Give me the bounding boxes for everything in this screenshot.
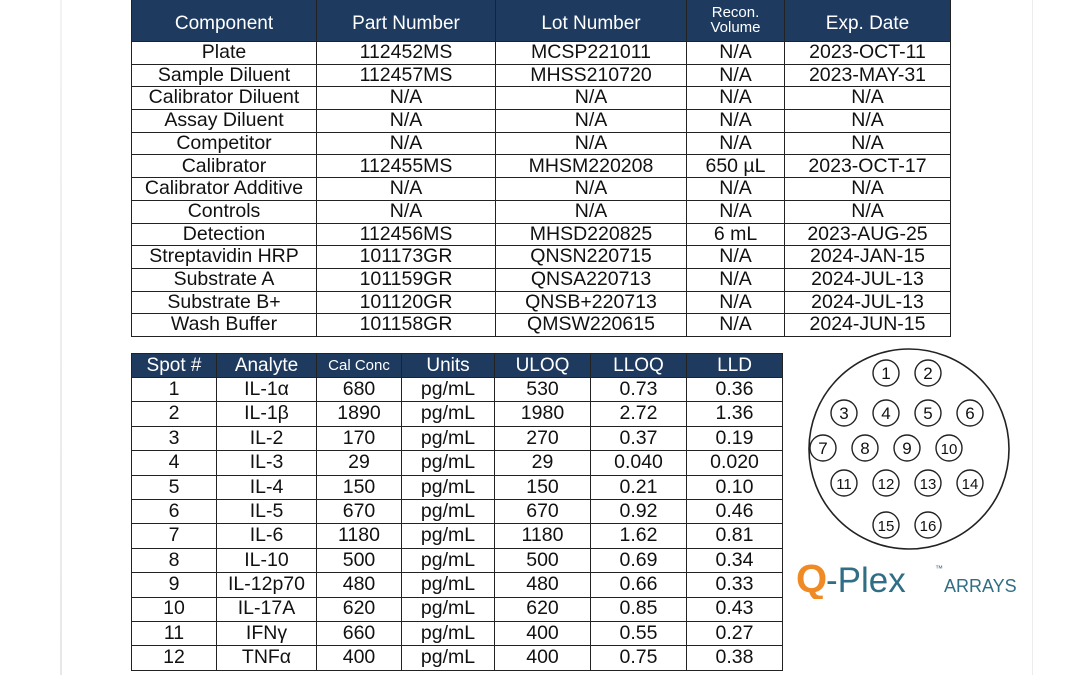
cell-spot: 9 xyxy=(132,573,217,597)
header-spot: Spot # xyxy=(132,354,217,378)
cell-part-number: N/A xyxy=(317,200,496,223)
table-row xyxy=(132,621,783,645)
cell-cal-conc: 620 xyxy=(317,597,402,621)
analyte-table-body xyxy=(132,378,783,671)
spot-label: 16 xyxy=(919,518,937,535)
cell-recon-volume: N/A xyxy=(687,178,785,201)
cell-component: Sample Diluent xyxy=(132,64,317,87)
cell-uloq: 270 xyxy=(495,426,591,450)
header-exp-date: Exp. Date xyxy=(785,0,951,42)
cell-lot-number: N/A xyxy=(496,132,687,155)
qplex-arrays-logo xyxy=(796,557,1026,599)
cell-lld: 0.46 xyxy=(687,499,783,523)
spot-label: 10 xyxy=(940,441,958,458)
table-row xyxy=(132,597,783,621)
cell-uloq: 1980 xyxy=(495,402,591,426)
spot-label: 8 xyxy=(860,439,870,458)
cell-lloq: 0.55 xyxy=(591,621,687,645)
spot-13 xyxy=(915,470,941,496)
cell-cal-conc: 400 xyxy=(317,646,402,670)
spot-label: 12 xyxy=(877,476,895,493)
cell-uloq: 670 xyxy=(495,499,591,523)
cell-units: pg/mL xyxy=(402,451,495,475)
cell-lloq: 0.92 xyxy=(591,499,687,523)
cell-part-number: 101120GR xyxy=(317,291,496,314)
cell-part-number: 112456MS xyxy=(317,223,496,246)
cell-recon-volume: N/A xyxy=(687,246,785,269)
table-row xyxy=(132,314,951,337)
page-edge-line xyxy=(1032,0,1033,675)
spot-label: 9 xyxy=(902,439,912,458)
cell-lld: 0.19 xyxy=(687,426,783,450)
cell-uloq: 400 xyxy=(495,621,591,645)
cell-lot-number: N/A xyxy=(496,87,687,110)
cell-analyte: IL-10 xyxy=(217,548,317,572)
table-row xyxy=(132,499,783,523)
cell-units: pg/mL xyxy=(402,426,495,450)
cell-spot: 10 xyxy=(132,597,217,621)
cell-component: Detection xyxy=(132,223,317,246)
table-row xyxy=(132,426,783,450)
cell-cal-conc: 680 xyxy=(317,378,402,402)
cell-lld: 0.38 xyxy=(687,646,783,670)
cell-cal-conc: 29 xyxy=(317,451,402,475)
cell-lld: 0.33 xyxy=(687,573,783,597)
cell-spot: 8 xyxy=(132,548,217,572)
spot-3 xyxy=(831,400,857,426)
cell-lot-number: N/A xyxy=(496,200,687,223)
cell-exp-date: 2023-AUG-25 xyxy=(785,223,951,246)
cell-part-number: 112455MS xyxy=(317,155,496,178)
cell-component: Plate xyxy=(132,42,317,65)
cell-analyte: IL-1β xyxy=(217,402,317,426)
cell-lloq: 0.21 xyxy=(591,475,687,499)
cell-exp-date: N/A xyxy=(785,132,951,155)
spot-11 xyxy=(831,470,857,496)
cell-lld: 0.81 xyxy=(687,524,783,548)
cell-exp-date: 2024-JUL-13 xyxy=(785,291,951,314)
table-row xyxy=(132,291,951,314)
cell-cal-conc: 480 xyxy=(317,573,402,597)
cell-lloq: 2.72 xyxy=(591,402,687,426)
spot-10 xyxy=(936,435,962,461)
cell-uloq: 400 xyxy=(495,646,591,670)
spot-label: 4 xyxy=(881,404,891,423)
logo-arrays: ARRAYS xyxy=(944,576,1017,596)
spot-4 xyxy=(873,400,899,426)
cell-component: Substrate A xyxy=(132,268,317,291)
spot-label: 1 xyxy=(881,364,891,383)
spot-label: 11 xyxy=(836,476,852,493)
cell-exp-date: 2023-OCT-17 xyxy=(785,155,951,178)
cell-analyte: IL-1α xyxy=(217,378,317,402)
cell-lloq: 0.73 xyxy=(591,378,687,402)
spot-7 xyxy=(810,435,836,461)
cell-lld: 1.36 xyxy=(687,402,783,426)
analyte-table xyxy=(131,353,783,671)
cell-units: pg/mL xyxy=(402,573,495,597)
spot-15 xyxy=(873,512,899,538)
cell-lloq: 0.040 xyxy=(591,451,687,475)
table-row xyxy=(132,548,783,572)
cell-recon-volume: 650 µL xyxy=(687,155,785,178)
cell-lot-number: MHSS210720 xyxy=(496,64,687,87)
cell-part-number: 101159GR xyxy=(317,268,496,291)
header-units: Units xyxy=(402,354,495,378)
spot-5 xyxy=(915,400,941,426)
cell-uloq: 1180 xyxy=(495,524,591,548)
spot-label: 2 xyxy=(923,364,933,383)
cell-exp-date: 2024-JUL-13 xyxy=(785,268,951,291)
cell-component: Assay Diluent xyxy=(132,110,317,133)
header-lot-number: Lot Number xyxy=(496,0,687,42)
spot-2 xyxy=(915,360,941,386)
cell-exp-date: 2024-JAN-15 xyxy=(785,246,951,269)
cell-part-number: N/A xyxy=(317,110,496,133)
cell-component: Streptavidin HRP xyxy=(132,246,317,269)
cell-lld: 0.34 xyxy=(687,548,783,572)
cell-uloq: 150 xyxy=(495,475,591,499)
cell-lld: 0.10 xyxy=(687,475,783,499)
components-table-header xyxy=(132,0,951,42)
cell-exp-date: N/A xyxy=(785,110,951,133)
header-uloq: ULOQ xyxy=(495,354,591,378)
cell-cal-conc: 1890 xyxy=(317,402,402,426)
cell-cal-conc: 1180 xyxy=(317,524,402,548)
header-cal-conc: Cal Conc xyxy=(317,354,402,378)
cell-analyte: IL-2 xyxy=(217,426,317,450)
cell-analyte: IL-17A xyxy=(217,597,317,621)
cell-cal-conc: 500 xyxy=(317,548,402,572)
table-row xyxy=(132,132,951,155)
cell-lloq: 0.66 xyxy=(591,573,687,597)
cell-spot: 3 xyxy=(132,426,217,450)
cell-spot: 7 xyxy=(132,524,217,548)
spot-9 xyxy=(894,435,920,461)
cell-component: Wash Buffer xyxy=(132,314,317,337)
cell-component: Calibrator Diluent xyxy=(132,87,317,110)
table-row xyxy=(132,178,951,201)
header-lloq: LLOQ xyxy=(591,354,687,378)
cell-recon-volume: N/A xyxy=(687,110,785,133)
cell-uloq: 29 xyxy=(495,451,591,475)
cell-spot: 5 xyxy=(132,475,217,499)
cell-recon-volume: N/A xyxy=(687,42,785,65)
table-row xyxy=(132,223,951,246)
page-edge-shadow xyxy=(60,0,62,675)
cell-part-number: N/A xyxy=(317,132,496,155)
cell-analyte: IL-3 xyxy=(217,451,317,475)
cell-units: pg/mL xyxy=(402,378,495,402)
cell-exp-date: 2023-MAY-31 xyxy=(785,64,951,87)
cell-recon-volume: N/A xyxy=(687,314,785,337)
header-analyte: Analyte xyxy=(217,354,317,378)
analyte-table-header xyxy=(132,354,783,378)
cell-part-number: 101173GR xyxy=(317,246,496,269)
cell-lot-number: QNSB+220713 xyxy=(496,291,687,314)
table-row xyxy=(132,524,783,548)
cell-part-number: N/A xyxy=(317,178,496,201)
cell-component: Substrate B+ xyxy=(132,291,317,314)
spot-map-diagram xyxy=(800,346,1018,556)
cell-component: Calibrator xyxy=(132,155,317,178)
cell-lloq: 0.69 xyxy=(591,548,687,572)
cell-units: pg/mL xyxy=(402,646,495,670)
table-row xyxy=(132,268,951,291)
cell-spot: 11 xyxy=(132,621,217,645)
cell-lot-number: N/A xyxy=(496,110,687,133)
cell-analyte: IL-4 xyxy=(217,475,317,499)
spot-1 xyxy=(873,360,899,386)
cell-analyte: TNFα xyxy=(217,646,317,670)
spot-label: 7 xyxy=(818,439,828,458)
cell-lot-number: MCSP221011 xyxy=(496,42,687,65)
spot-14 xyxy=(957,470,983,496)
cell-recon-volume: N/A xyxy=(687,64,785,87)
spot-16 xyxy=(915,512,941,538)
logo-q: Q xyxy=(796,557,828,599)
cell-recon-volume: N/A xyxy=(687,200,785,223)
cell-units: pg/mL xyxy=(402,597,495,621)
table-row xyxy=(132,378,783,402)
cell-uloq: 500 xyxy=(495,548,591,572)
cell-component: Calibrator Additive xyxy=(132,178,317,201)
cell-spot: 4 xyxy=(132,451,217,475)
cell-units: pg/mL xyxy=(402,621,495,645)
table-row xyxy=(132,64,951,87)
spot-12 xyxy=(873,470,899,496)
cell-lot-number: QNSA220713 xyxy=(496,268,687,291)
cell-cal-conc: 150 xyxy=(317,475,402,499)
cell-lot-number: MHSM220208 xyxy=(496,155,687,178)
cell-lot-number: N/A xyxy=(496,178,687,201)
table-row xyxy=(132,402,783,426)
cell-lld: 0.36 xyxy=(687,378,783,402)
cell-lot-number: QNSN220715 xyxy=(496,246,687,269)
cell-uloq: 620 xyxy=(495,597,591,621)
cell-lot-number: MHSD220825 xyxy=(496,223,687,246)
cell-analyte: IL-5 xyxy=(217,499,317,523)
cell-lld: 0.27 xyxy=(687,621,783,645)
components-table-body xyxy=(132,42,951,337)
cell-recon-volume: N/A xyxy=(687,268,785,291)
cell-exp-date: N/A xyxy=(785,87,951,110)
cell-cal-conc: 660 xyxy=(317,621,402,645)
logo-trademark: ™ xyxy=(935,564,943,573)
cell-units: pg/mL xyxy=(402,499,495,523)
cell-lloq: 0.75 xyxy=(591,646,687,670)
header-lld: LLD xyxy=(687,354,783,378)
components-table xyxy=(131,0,951,337)
cell-units: pg/mL xyxy=(402,402,495,426)
cell-lot-number: QMSW220615 xyxy=(496,314,687,337)
spot-label: 14 xyxy=(961,476,979,493)
table-row xyxy=(132,87,951,110)
table-row xyxy=(132,475,783,499)
cell-part-number: N/A xyxy=(317,87,496,110)
cell-lloq: 0.85 xyxy=(591,597,687,621)
cell-recon-volume: N/A xyxy=(687,132,785,155)
cell-uloq: 480 xyxy=(495,573,591,597)
cell-uloq: 530 xyxy=(495,378,591,402)
spots-group xyxy=(810,360,983,538)
cell-recon-volume: 6 mL xyxy=(687,223,785,246)
spot-label: 5 xyxy=(923,404,933,423)
cell-cal-conc: 670 xyxy=(317,499,402,523)
cell-part-number: 101158GR xyxy=(317,314,496,337)
spot-label: 13 xyxy=(919,476,937,493)
table-row xyxy=(132,646,783,670)
spot-label: 6 xyxy=(965,404,975,423)
table-row xyxy=(132,155,951,178)
table-row xyxy=(132,573,783,597)
table-row xyxy=(132,451,783,475)
cell-spot: 6 xyxy=(132,499,217,523)
cell-spot: 2 xyxy=(132,402,217,426)
table-row xyxy=(132,200,951,223)
cell-analyte: IFNγ xyxy=(217,621,317,645)
logo-plex: -Plex xyxy=(826,561,906,599)
cell-cal-conc: 170 xyxy=(317,426,402,450)
cell-lld: 0.43 xyxy=(687,597,783,621)
cell-spot: 12 xyxy=(132,646,217,670)
cell-analyte: IL-12p70 xyxy=(217,573,317,597)
table-row xyxy=(132,110,951,133)
header-recon-volume: Recon. Volume xyxy=(687,0,785,42)
header-component: Component xyxy=(132,0,317,42)
spot-6 xyxy=(957,400,983,426)
spot-8 xyxy=(852,435,878,461)
cell-lloq: 0.37 xyxy=(591,426,687,450)
cell-spot: 1 xyxy=(132,378,217,402)
cell-part-number: 112452MS xyxy=(317,42,496,65)
cell-lld: 0.020 xyxy=(687,451,783,475)
cell-exp-date: 2023-OCT-11 xyxy=(785,42,951,65)
cell-lloq: 1.62 xyxy=(591,524,687,548)
cell-units: pg/mL xyxy=(402,524,495,548)
cell-recon-volume: N/A xyxy=(687,87,785,110)
cell-component: Controls xyxy=(132,200,317,223)
cell-recon-volume: N/A xyxy=(687,291,785,314)
spot-label: 15 xyxy=(877,518,895,535)
spot-label: 3 xyxy=(839,404,849,423)
cell-units: pg/mL xyxy=(402,475,495,499)
cell-part-number: 112457MS xyxy=(317,64,496,87)
cell-analyte: IL-6 xyxy=(217,524,317,548)
cell-exp-date: N/A xyxy=(785,200,951,223)
cell-exp-date: N/A xyxy=(785,178,951,201)
cell-exp-date: 2024-JUN-15 xyxy=(785,314,951,337)
table-row xyxy=(132,42,951,65)
header-part-number: Part Number xyxy=(317,0,496,42)
table-row xyxy=(132,246,951,269)
cell-units: pg/mL xyxy=(402,548,495,572)
cell-component: Competitor xyxy=(132,132,317,155)
